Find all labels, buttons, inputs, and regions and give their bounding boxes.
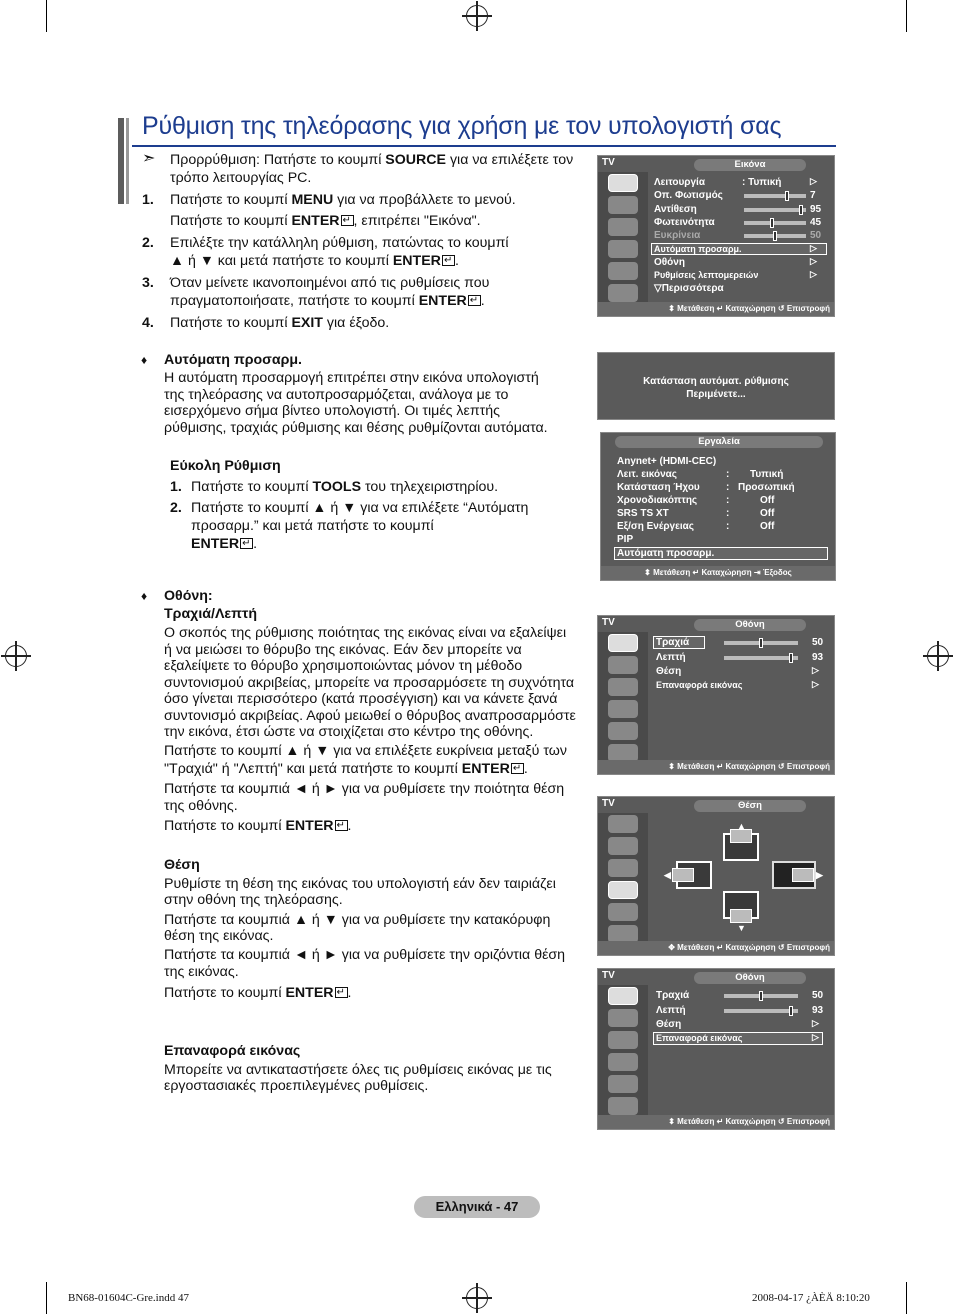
osd-reset[interactable]: Επαναφορά εικόνας [656,680,743,690]
step-number: 2. [142,235,154,251]
crop-mark [906,0,907,32]
sharpness-slider[interactable] [744,234,806,238]
position-p7: Πατήστε το κουμπί ENTER↵ . [164,985,351,1002]
crop-mark [46,0,47,32]
tools-energy-value: Off [760,521,775,532]
page-title: Ρύθμιση της τηλεόρασης για χρήση με τον υπολογιστή σας [142,112,782,140]
picture-icon [608,815,638,833]
screen-para-line: συντονισμού ακριβείας, μπορείτε να προσαρμόσετε τη συχνότητα [164,675,575,691]
osd-header: Εικόνα [694,159,806,171]
registration-mark-icon [466,5,488,27]
position-heading: Θέση [164,857,200,873]
osd-tv-label: TV [602,970,615,981]
osd-footer: ⬍ Μετάθεση ↵ Καταχώρηση ↺ Επιστροφή [598,302,834,316]
title-underline [132,145,836,147]
tools-auto-adjust[interactable]: Αυτόματη προσαρμ. [617,548,715,559]
osd-tools-menu [600,432,836,581]
easy-step-2-line-1: Πατήστε το κουμπί ▲ ή ▼ για να επιλέξετε “Αυτόματη [191,500,529,516]
picture-icon [608,174,638,192]
image-preview [730,829,752,843]
channel-icon [608,1031,638,1049]
osd-coarse-value: 50 [812,990,824,1001]
step-1-line-1: Πατήστε το κουμπί MENU για να προβάλλετε το μενού. [170,192,516,208]
reset-heading: Επαναφορά εικόνας [164,1043,301,1059]
osd-sharpness[interactable]: Ευκρίνεια [654,230,701,241]
screen-para-line: εξαλείψετε το θόρυβο χρησιμοποιώντας μόνον τη μέθοδο [164,658,523,674]
osd-mode-value: : Τυπική [742,177,782,188]
tools-timer-value: Off [760,495,775,506]
screen-q3: Πατήστε τα κουμπιά ◄ ή ► για να ρυθμίσετε την ποιότητα θέση [164,781,565,797]
reset-p1: Μπορείτε να αντικαταστήσετε όλες τις ρυθμίσεις εικόνας με τις [164,1062,552,1078]
tools-energy[interactable]: Εξ/ση Ενέργειας [617,521,694,532]
tools-timer[interactable]: Χρονοδιακόπτης [617,495,698,506]
tools-anynet[interactable]: Anynet+ (HDMI-CEC) [617,456,717,467]
slider-knob[interactable] [789,1006,793,1016]
osd-mode[interactable]: Λειτουργία [654,177,705,188]
easy-setup-heading: Εύκολη Ρύθμιση [170,458,281,474]
step-1-line-2: Πατήστε το κουμπί ENTER↵ , επιτρέπει "Εικόνα". [170,213,481,230]
arrow-right-icon: ▷ [810,176,817,186]
enter-icon [511,763,524,774]
tools-srs[interactable]: SRS TS XT [617,508,669,519]
sound-icon [608,196,638,214]
input-icon [608,722,638,740]
arrow-right-icon: ▷ [810,256,817,266]
enter-icon [335,820,348,831]
coarse-fine-heading: Τραχιά/Λεπτή [164,606,257,622]
enter-icon [468,295,481,306]
osd-auto-adjust-message [597,352,835,420]
osd-footer: ✥ Μετάθεση ↵ Καταχώρηση ↺ Επιστροφή [598,941,834,955]
slider-knob[interactable] [799,205,803,215]
slider-knob[interactable] [759,991,763,1001]
enter-icon [240,538,253,549]
arrow-right-icon: ▶ [816,870,823,880]
sound-icon [608,1009,638,1027]
easy-step-2-line-2: προσαρμ.” και μετά πατήστε το κουμπί [191,518,434,534]
arrow-right-icon: ▷ [810,269,817,279]
osd-screen[interactable]: Οθόνη [654,257,685,268]
channel-icon [608,678,638,696]
screen-heading: Οθόνη: [164,588,213,604]
title-bar-accent [126,118,129,204]
tools-picture-mode[interactable]: Λειτ. εικόνας [617,469,677,480]
arrow-up-icon: ▲ [737,821,746,831]
auto-para-4: ρύθμισης, τραχιάς ρύθμισης και θέσης ρυθμίζονται αυτόματα. [164,420,548,436]
reset-p2: εργοστασιακές προεπιλεγμένες ρυθμίσεις. [164,1078,429,1094]
page-number: Ελληνικά - 47 [414,1196,540,1218]
position-down-box[interactable] [723,891,759,919]
intro-line-2: τρόπο λειτουργίας PC. [170,170,312,186]
registration-mark-icon [5,645,27,667]
arrow-down-icon: ▼ [737,923,746,933]
position-p3: Πατήστε τα κουμπιά ▲ ή ▼ για να ρυθμίσετε την κατακόρυφη [164,912,551,928]
osd-fine-value: 93 [812,652,824,663]
coarse-slider[interactable] [724,641,798,645]
auto-heading: Αυτόματη προσαρμ. [164,352,302,368]
tools-sound-mode[interactable]: Κατάσταση Ήχου [617,482,700,493]
osd-screen-menu [597,615,835,775]
coarse-slider[interactable] [724,994,798,998]
setup-icon [608,881,638,899]
osd-header: Οθόνη [694,619,806,631]
osd-sidebar [598,632,648,762]
position-p5: Πατήστε τα κουμπιά ◄ ή ► για να ρυθμίσετε την οριζόντια θέση [164,947,566,963]
osd-contrast[interactable]: Αντίθεση [654,204,697,215]
osd-footer: ⬍ Μετάθεση ↵ Καταχώρηση ↺ Επιστροφή [598,760,834,774]
application-icon [608,284,638,302]
input-icon [608,903,638,921]
enter-icon [341,215,354,226]
osd-detail[interactable]: Ρυθμίσεις λεπτομερειών [654,270,759,280]
osd-fine[interactable]: Λεπτή [656,652,686,663]
slider-knob[interactable] [789,653,793,663]
auto-wait-line: Περιμένετε... [686,389,746,400]
step-number: 1. [142,192,154,208]
osd-tv-label: TV [602,157,615,168]
arrow-right-icon: ▷ [812,679,819,689]
separator: : [726,469,730,480]
osd-reset[interactable]: Επαναφορά εικόνας [656,1033,743,1043]
position-p2: στην οθόνη της τηλεόρασης. [164,892,343,908]
osd-brightness[interactable]: Φωτεινότητα [654,217,715,228]
auto-para-2: της τηλεόρασης να αυτοπροσαρμόζεται, ανάλογα με το [164,387,509,403]
osd-footer: ⬍ Μετάθεση ↵ Καταχώρηση ⇥ Έξοδος [601,566,835,580]
separator: : [726,508,730,519]
osd-fine[interactable]: Λεπτή [656,1005,686,1016]
osd-contrast-value: 95 [810,204,822,215]
footer-timestamp: 2008-04-17 ¿ÀÈÄ 8:10:20 [752,1292,870,1304]
osd-position[interactable]: Θέση [656,1019,682,1030]
osd-header: Θέση [694,800,806,812]
tools-picture-mode-value: Τυπική [750,469,784,480]
arrow-right-icon: ▷ [812,1018,819,1028]
osd-auto-adjust[interactable]: Αυτόματη προσαρμ. [654,244,742,254]
auto-para-3: εισερχόμενο σήμα βίντεο υπολογιστή. Οι τιμές λεπτής [164,403,500,419]
position-up-box[interactable] [723,833,759,861]
enter-icon [335,987,348,998]
setup-icon [608,240,638,258]
osd-coarse[interactable]: Τραχιά [656,637,690,648]
screen-para-line: ή να μειώσει το θόρυβο της εικόνας. Εάν δεν μπορείτε να [164,642,522,658]
position-p4: θέση της εικόνας. [164,928,274,944]
tools-pip[interactable]: PIP [617,534,634,545]
picture-icon [608,987,638,1005]
osd-picture-menu [597,155,835,317]
image-preview [730,909,752,923]
position-right-box[interactable] [772,861,816,889]
osd-sharpness-value: 50 [810,230,822,241]
registration-mark-icon [927,645,949,667]
position-p6: της εικόνας. [164,964,239,980]
osd-backlight-value: 7 [810,190,816,201]
bullet: ♦ [141,353,148,367]
osd-coarse-value: 50 [812,637,824,648]
fine-slider[interactable] [724,1009,798,1013]
osd-more[interactable]: ▽Περισσότερα [654,283,724,294]
screen-para-line: όσο γίνεται περισσότερο (κατά προσέγγιση) και να κάνετε ξανά [164,691,558,707]
screen-para-line: την εικόνα, έτσι ώστε να στοιχίζεται στο κέντρο της οθόνης. [164,724,534,740]
sound-icon [608,837,638,855]
contrast-slider[interactable] [744,208,806,212]
enter-icon [442,255,455,266]
step-3-line-1: Όταν μείνετε ικανοποιημένοι από τις ρυθμίσεις που [170,275,490,291]
note-arrow-icon: ➣ [142,150,156,167]
osd-coarse[interactable]: Τραχιά [656,990,690,1001]
screen-q2: "Τραχιά" ή "Λεπτή" και μετά πατήστε το κουμπί ENTER↵ . [164,761,528,778]
step-number: 1. [170,479,182,495]
osd-fine-value: 93 [812,1005,824,1016]
backlight-slider[interactable] [744,194,806,198]
osd-position-menu [597,796,835,956]
osd-brightness-value: 45 [810,217,822,228]
intro-line-1: Προρρύθμιση: Πατήστε το κουμπί SOURCE για να επιλέξετε τον [170,152,574,168]
separator: : [726,521,730,532]
separator: : [726,495,730,506]
step-number: 3. [142,275,154,291]
step-3-line-2: πραγματοποιήσατε, πατήστε το κουμπί ENTER↵ . [170,293,485,310]
arrow-right-icon: ▷ [812,665,819,675]
screen-q5: Πατήστε το κουμπί ENTER↵ . [164,818,351,835]
image-preview [792,868,814,882]
screen-q4: της οθόνης. [164,798,238,814]
step-2-line-2: ▲ ή ▼ και μετά πατήστε το κουμπί ENTER↵ . [170,253,459,270]
channel-icon [608,218,638,236]
osd-tv-label: TV [602,798,615,809]
input-icon [608,262,638,280]
brightness-slider[interactable] [744,221,806,225]
setup-icon [608,700,638,718]
channel-icon [608,859,638,877]
footer-file-info: BN68-01604C-Gre.indd 47 [68,1292,189,1304]
image-preview [672,868,694,882]
step-number: 2. [170,500,182,516]
picture-icon [608,634,638,652]
osd-header: Οθόνη [694,972,806,984]
bullet: ♦ [141,589,148,603]
crop-mark [46,1282,47,1314]
screen-para-line: Ο σκοπός της ρύθμισης ποιότητας της εικόνας είναι να εξαλείψει [164,625,567,641]
setup-icon [608,1053,638,1071]
auto-status-line: Κατάσταση αυτόματ. ρύθμισης [643,376,789,387]
position-p1: Ρυθμίστε τη θέση της εικόνας του υπολογιστή εάν δεν ταιριάζει [164,876,556,892]
arrow-left-icon: ◀ [664,870,671,880]
osd-position[interactable]: Θέση [656,666,682,677]
osd-sidebar [598,172,648,302]
osd-screen-reset-menu [597,968,835,1130]
step-2-line-1: Επιλέξτε την κατάλληλη ρύθμιση, πατώντας το κουμπί [170,235,509,251]
crop-mark [906,1282,907,1314]
auto-para-1: Η αυτόματη προσαρμογή επιτρέπει στην εικόνα υπολογιστή [164,370,539,386]
tools-sound-mode-value: Προσωπική [738,482,795,493]
slider-knob[interactable] [770,218,774,228]
osd-header: Εργαλεία [615,436,823,448]
fine-slider[interactable] [724,656,798,660]
osd-sidebar [598,813,648,943]
slider-knob[interactable] [773,231,777,241]
tools-srs-value: Off [760,508,775,519]
osd-sidebar [598,985,648,1117]
slider-knob[interactable] [785,191,789,201]
position-left-box[interactable] [676,861,712,889]
registration-mark-icon [466,1287,488,1309]
arrow-right-icon: ▷ [810,243,817,253]
screen-para-line: συντονισμό ακριβείας. Αφού μειωθεί ο θόρυβος αναπροσαρμόστε [164,708,576,724]
easy-step-2-line-3: ENTER↵ . [191,536,257,553]
separator: : [726,482,730,493]
osd-footer: ⬍ Μετάθεση ↵ Καταχώρηση ↺ Επιστροφή [598,1115,834,1129]
osd-tv-label: TV [602,617,615,628]
application-icon [608,1097,638,1115]
osd-backlight[interactable]: Οπ. Φωτισμός [654,190,723,201]
input-icon [608,1075,638,1093]
slider-knob[interactable] [759,638,763,648]
sound-icon [608,656,638,674]
easy-step-1: Πατήστε το κουμπί TOOLS του τηλεχειριστηρίου. [191,479,499,495]
screen-q1: Πατήστε το κουμπί ▲ ή ▼ για να επιλέξετε ευκρίνεια μεταξύ των [164,743,567,759]
step-number: 4. [142,315,154,331]
step-4-line: Πατήστε το κουμπί EXIT για έξοδο. [170,315,390,331]
arrow-right-icon: ▷ [812,1032,819,1042]
title-bar-accent [118,118,124,204]
